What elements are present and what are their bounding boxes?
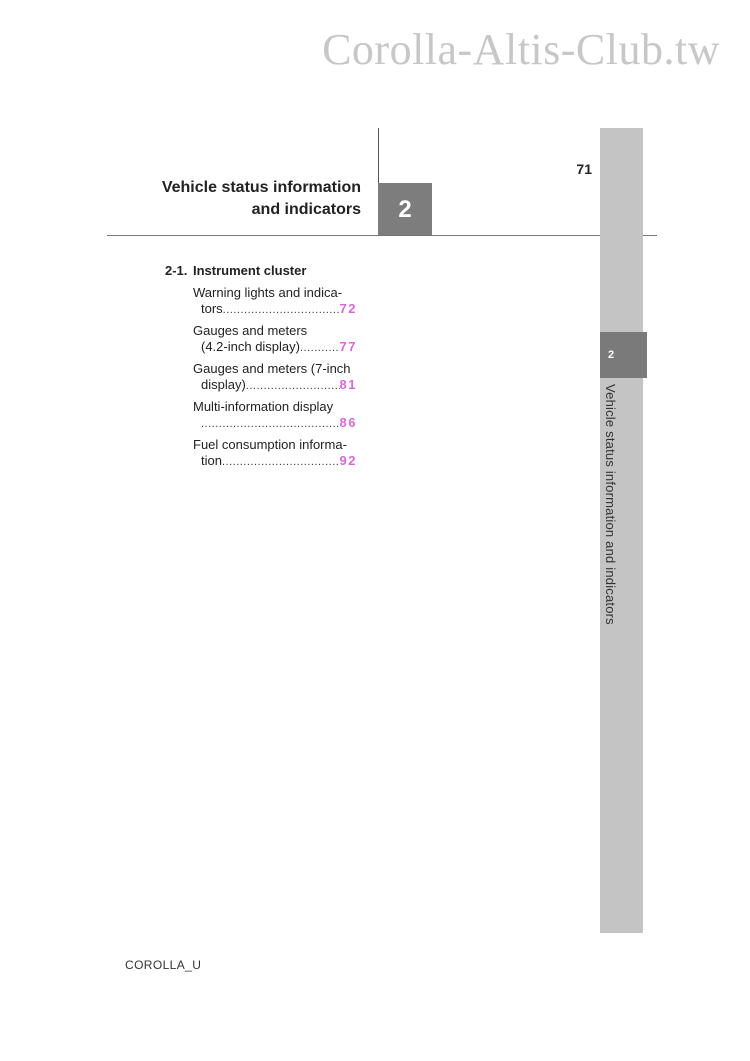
toc-entry-gauges-4-2[interactable] <box>193 323 357 356</box>
toc-entry-title-cont: display) <box>201 377 246 392</box>
toc-leader-dots <box>222 454 340 470</box>
side-index-tab[interactable] <box>600 332 647 378</box>
toc-entry-fuel-consumption[interactable] <box>193 437 357 470</box>
side-tab-number: 2 <box>608 349 615 361</box>
side-tab-label: Vehicle status information and indicators <box>603 384 618 625</box>
page-number: 71 <box>576 161 592 177</box>
chapter-number: 2 <box>398 195 412 223</box>
toc-entry-title: Gauges and meters <box>193 323 308 338</box>
toc-page-link[interactable]: 86 <box>339 415 357 430</box>
chapter-number-box <box>378 183 432 236</box>
toc-section-title: Instrument cluster <box>193 263 307 278</box>
toc-leader-dots <box>300 340 340 356</box>
toc-page-link[interactable]: 77 <box>339 339 357 354</box>
toc-entry-title: Multi-information display <box>193 399 334 414</box>
header-divider-horizontal <box>107 235 657 236</box>
toc-leader-dots <box>223 302 340 318</box>
header-divider-vertical <box>378 128 379 183</box>
toc-entry-title: Warning lights and indica- <box>193 285 343 300</box>
chapter-title-line2: and indicators <box>251 201 361 218</box>
chapter-title <box>140 177 361 221</box>
table-of-contents <box>165 262 365 475</box>
watermark-text: Corolla-Altis-Club.tw <box>322 25 720 74</box>
toc-section-heading <box>165 262 365 280</box>
toc-entry-title-cont: tion <box>201 453 222 468</box>
toc-page-link[interactable]: 72 <box>339 301 357 316</box>
footer-label: COROLLA_U <box>125 958 202 972</box>
toc-page-link[interactable]: 81 <box>339 377 357 392</box>
toc-entry-title-cont: tors <box>201 301 223 316</box>
chapter-title-line1: Vehicle status information <box>161 179 361 196</box>
toc-section-number: 2-1. <box>165 263 188 278</box>
toc-leader-dots <box>201 416 340 432</box>
toc-leader-dots <box>246 378 340 394</box>
toc-entry-gauges-7[interactable] <box>193 361 357 394</box>
toc-entry-multi-info[interactable] <box>193 399 357 432</box>
toc-entry-warning-lights[interactable] <box>193 285 357 318</box>
toc-page-link[interactable]: 92 <box>339 453 357 468</box>
toc-entry-title-cont: (4.2-inch display) <box>201 339 300 354</box>
toc-entry-title: Fuel consumption informa- <box>193 437 347 452</box>
toc-entry-title: Gauges and meters (7-inch <box>193 361 351 376</box>
